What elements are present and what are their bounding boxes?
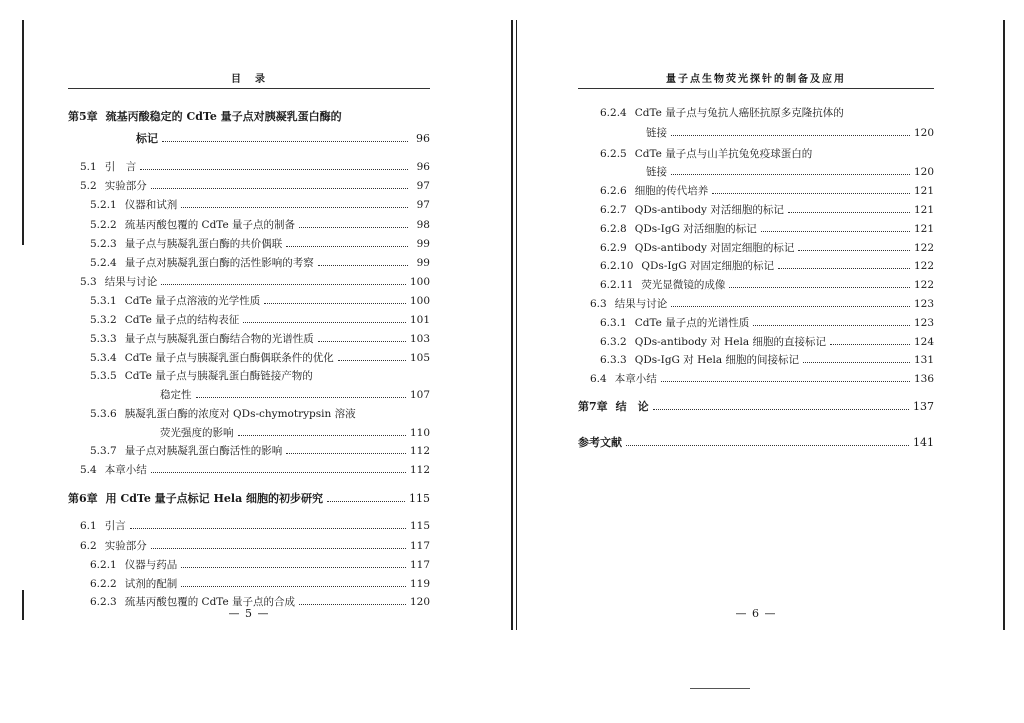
leader-dots — [626, 445, 909, 446]
page-number: 120 — [409, 596, 430, 608]
entry-number: 5.2.2 — [90, 219, 117, 231]
page-number: 120 — [913, 127, 934, 139]
toc-entry[interactable] — [68, 108, 430, 124]
toc-entry[interactable] — [578, 434, 934, 450]
toc-entry[interactable] — [578, 398, 934, 414]
gutter-line-right — [516, 20, 517, 630]
toc-entry[interactable] — [68, 330, 430, 346]
entry-title: 巯基丙酸包覆的 CdTe 量子点的合成 — [124, 596, 296, 608]
entry-title: 仪器与药品 — [124, 559, 178, 571]
leader-dots — [338, 360, 406, 361]
toc-entry[interactable] — [68, 216, 430, 232]
entry-title: QDs-IgG 对活细胞的标记 — [634, 223, 757, 235]
entry-number: 5.3.2 — [90, 314, 117, 326]
leader-dots — [162, 141, 408, 142]
entry-title: 实验部分 — [104, 540, 147, 552]
toc-entry[interactable] — [578, 257, 934, 273]
toc-entry[interactable] — [578, 314, 934, 330]
leader-dots — [196, 397, 406, 398]
leader-dots — [318, 341, 406, 342]
entry-title: 荧光强度的影响 — [160, 427, 234, 439]
entry-title: 本章小结 — [104, 464, 147, 476]
leader-dots — [661, 381, 910, 382]
entry-title: QDs-antibody 对活细胞的标记 — [634, 204, 784, 216]
page-number: 112 — [409, 464, 430, 476]
page-number: 136 — [913, 373, 934, 385]
page-number: 103 — [409, 333, 430, 345]
entry-number: 5.1 — [80, 161, 97, 173]
page-number: 107 — [409, 389, 430, 401]
left-margin-line-lower — [22, 590, 24, 620]
entry-title: 实验部分 — [104, 180, 147, 192]
page-number: 121 — [913, 204, 934, 216]
leader-dots — [286, 246, 408, 247]
toc-entry[interactable] — [68, 537, 430, 553]
toc-entry[interactable] — [68, 254, 430, 270]
page-number: 96 — [416, 132, 430, 145]
toc-entry[interactable] — [578, 182, 934, 198]
page-number: 97 — [416, 180, 430, 192]
entry-number: 5.3.6 — [90, 408, 117, 420]
entry-title: CdTe 量子点与胰凝乳蛋白酶链接产物的 — [124, 370, 313, 382]
leader-dots — [830, 344, 910, 345]
entry-number: 6.2.8 — [600, 223, 627, 235]
toc-entry[interactable] — [578, 370, 934, 386]
header-rule — [68, 88, 430, 89]
entry-title: QDs-IgG 对 Hela 细胞的间接标记 — [634, 354, 799, 366]
page-number: 117 — [409, 540, 430, 552]
leader-dots — [181, 586, 406, 587]
leader-dots — [788, 212, 910, 213]
toc-entry[interactable] — [578, 104, 934, 120]
page-number: 121 — [913, 223, 934, 235]
page-number: 115 — [409, 520, 430, 532]
leader-dots — [318, 265, 408, 266]
entry-number: 6.2.2 — [90, 578, 117, 590]
toc-entry[interactable] — [68, 130, 430, 146]
leader-dots — [753, 325, 910, 326]
entry-number: 6.2 — [80, 540, 97, 552]
leader-dots — [761, 231, 910, 232]
page-number: 117 — [409, 559, 430, 571]
toc-entry[interactable] — [68, 556, 430, 572]
entry-title: 胰凝乳蛋白酶的浓度对 QDs-chymotrypsin 溶液 — [124, 408, 356, 420]
leader-dots — [238, 435, 406, 436]
leader-dots — [264, 303, 406, 304]
entry-title: 仪器和试剂 — [124, 199, 178, 211]
entry-title: 量子点与胰凝乳蛋白酶结合物的光谱性质 — [124, 333, 314, 345]
leader-dots — [286, 453, 406, 454]
page-number: 119 — [409, 578, 430, 590]
entry-title: QDs-antibody 对 Hela 细胞的直接标记 — [634, 336, 826, 348]
toc-entry[interactable] — [68, 292, 430, 308]
entry-number: 6.2.10 — [600, 260, 634, 272]
entry-title: 链接 — [646, 166, 667, 178]
toc-entry[interactable] — [578, 276, 934, 292]
entry-title: 结果与讨论 — [614, 298, 668, 310]
entry-title: 用 CdTe 量子点标记 Hela 细胞的初步研究 — [105, 492, 324, 505]
page-folio: — 6 — — [735, 607, 777, 620]
entry-title: 荧光显微镜的成像 — [641, 279, 726, 291]
entry-number: 第7章 — [578, 400, 608, 413]
leader-dots — [151, 548, 406, 549]
entry-number: 5.3.5 — [90, 370, 117, 382]
entry-number: 6.2.3 — [90, 596, 117, 608]
entry-title: CdTe 量子点的光谱性质 — [634, 317, 750, 329]
entry-number: 5.3.4 — [90, 352, 117, 364]
leader-dots — [243, 322, 406, 323]
leader-dots — [671, 135, 910, 136]
toc-entry[interactable] — [68, 386, 430, 402]
page-number: 99 — [416, 238, 430, 250]
page-number: 120 — [913, 166, 934, 178]
entry-title: 引言 — [104, 520, 126, 532]
entry-number: 6.2.7 — [600, 204, 627, 216]
page-number: 100 — [409, 276, 430, 288]
entry-number: 6.2.11 — [600, 279, 634, 291]
entry-title: 引 言 — [104, 161, 137, 173]
leader-dots — [778, 268, 910, 269]
toc-entry[interactable] — [68, 177, 430, 193]
entry-title: CdTe 量子点的结构表征 — [124, 314, 240, 326]
page-number: 122 — [913, 260, 934, 272]
entry-number: 5.3.3 — [90, 333, 117, 345]
toc-entry[interactable] — [578, 201, 934, 217]
entry-title: 稳定性 — [160, 389, 192, 401]
entry-number: 6.1 — [80, 520, 97, 532]
page-number: 110 — [409, 427, 430, 439]
page-number: 115 — [409, 492, 430, 505]
left-margin-line — [22, 20, 24, 245]
page-number: 112 — [409, 445, 430, 457]
entry-number: 第5章 — [68, 110, 98, 123]
right-page — [578, 0, 934, 723]
entry-number: 第6章 — [68, 492, 98, 505]
leader-dots — [140, 169, 408, 170]
toc-entry[interactable] — [68, 158, 430, 174]
toc-entry[interactable] — [578, 220, 934, 236]
toc-entry[interactable] — [68, 461, 430, 477]
entry-title: 试剂的配制 — [124, 578, 178, 590]
entry-number: 5.2.4 — [90, 257, 117, 269]
entry-number: 6.2.1 — [90, 559, 117, 571]
gutter-line-left — [511, 20, 513, 630]
entry-number: 6.3.2 — [600, 336, 627, 348]
entry-title: 量子点对胰凝乳蛋白酶活性的影响 — [124, 445, 283, 457]
entry-number: 5.2.1 — [90, 199, 117, 211]
entry-number: 6.3 — [590, 298, 607, 310]
page-number: 121 — [913, 185, 934, 197]
entry-title: 结果与讨论 — [104, 276, 158, 288]
entry-number: 6.2.6 — [600, 185, 627, 197]
page-number: 123 — [913, 298, 934, 310]
leader-dots — [181, 207, 408, 208]
entry-title: QDs-IgG 对固定细胞的标记 — [641, 260, 774, 272]
entry-number: 6.3.3 — [600, 354, 627, 366]
toc-entry[interactable] — [578, 239, 934, 255]
leader-dots — [299, 227, 408, 228]
toc-entry[interactable] — [578, 124, 934, 140]
page-number: 97 — [416, 199, 430, 211]
page-folio: — 5 — — [228, 607, 270, 620]
entry-number: 6.2.4 — [600, 107, 627, 119]
page-number: 100 — [409, 295, 430, 307]
entry-title: 链接 — [646, 127, 667, 139]
page-number: 141 — [913, 436, 934, 449]
leader-dots — [151, 472, 406, 473]
page-number: 96 — [416, 161, 430, 173]
leader-dots — [712, 193, 910, 194]
leader-dots — [181, 567, 406, 568]
entry-title: QDs-antibody 对固定细胞的标记 — [634, 242, 795, 254]
toc-entry[interactable] — [68, 235, 430, 251]
toc-entry[interactable] — [68, 405, 430, 421]
running-head: 目 录 — [231, 74, 267, 85]
leader-dots — [327, 501, 405, 502]
toc-entry[interactable] — [68, 196, 430, 212]
entry-title: 巯基丙酸包覆的 CdTe 量子点的制备 — [124, 219, 296, 231]
page-number: 137 — [913, 400, 934, 413]
leader-dots — [729, 287, 910, 288]
toc-entry[interactable] — [68, 273, 430, 289]
entry-title: CdTe 量子点与兔抗人癌胚抗原多克隆抗体的 — [634, 107, 844, 119]
leader-dots — [803, 362, 910, 363]
toc-entry[interactable] — [578, 333, 934, 349]
page-number: 131 — [913, 354, 934, 366]
toc-entry[interactable] — [68, 490, 430, 506]
entry-title: CdTe 量子点溶液的光学性质 — [124, 295, 261, 307]
page-number: 105 — [409, 352, 430, 364]
leader-dots — [798, 250, 910, 251]
leader-dots — [151, 188, 408, 189]
entry-title: 细胞的传代培养 — [634, 185, 709, 197]
entry-title: 标记 — [136, 132, 158, 145]
running-head: 量子点生物荧光探针的制备及应用 — [666, 74, 846, 85]
entry-title: 参考文献 — [578, 436, 622, 449]
entry-number: 5.4 — [80, 464, 97, 476]
entry-title: 巯基丙酸稳定的 CdTe 量子点对胰凝乳蛋白酶的 — [105, 110, 342, 123]
entry-number: 6.2.5 — [600, 148, 627, 160]
page-number: 101 — [409, 314, 430, 326]
page-number: 122 — [913, 242, 934, 254]
page-number: 123 — [913, 317, 934, 329]
toc-entry[interactable] — [578, 351, 934, 367]
entry-title: CdTe 量子点与山羊抗兔免疫球蛋白的 — [634, 148, 813, 160]
toc-entry[interactable] — [68, 349, 430, 365]
entry-title: 结 论 — [615, 400, 649, 413]
toc-entry[interactable] — [578, 145, 934, 161]
toc-entry[interactable] — [68, 442, 430, 458]
entry-number: 5.3.7 — [90, 445, 117, 457]
toc-entry[interactable] — [68, 367, 430, 383]
toc-entry[interactable] — [68, 424, 430, 440]
entry-title: CdTe 量子点与胰凝乳蛋白酶偶联条件的优化 — [124, 352, 334, 364]
entry-number: 5.2.3 — [90, 238, 117, 250]
leader-dots — [161, 284, 406, 285]
header-rule — [578, 88, 934, 89]
entry-number: 5.3 — [80, 276, 97, 288]
entry-number: 6.2.9 — [600, 242, 627, 254]
entry-title: 量子点对胰凝乳蛋白酶的活性影响的考察 — [124, 257, 314, 269]
page-number: 122 — [913, 279, 934, 291]
page-number: 98 — [416, 219, 430, 231]
entry-title: 量子点与胰凝乳蛋白酶的共价偶联 — [124, 238, 283, 250]
toc-entry[interactable] — [578, 163, 934, 179]
entry-number: 6.3.1 — [600, 317, 627, 329]
entry-number: 6.4 — [590, 373, 607, 385]
leader-dots — [653, 409, 909, 410]
leader-dots — [130, 528, 406, 529]
page-number: 99 — [416, 257, 430, 269]
toc-entry[interactable] — [578, 295, 934, 311]
entry-title: 本章小结 — [614, 373, 657, 385]
right-margin-line — [1003, 20, 1005, 630]
toc-entry[interactable] — [68, 311, 430, 327]
leader-dots — [671, 174, 910, 175]
entry-number: 5.3.1 — [90, 295, 117, 307]
left-page — [68, 0, 430, 723]
entry-number: 5.2 — [80, 180, 97, 192]
toc-entry[interactable] — [68, 517, 430, 533]
leader-dots — [671, 306, 910, 307]
page-number: 124 — [913, 336, 934, 348]
leader-dots — [299, 604, 406, 605]
toc-entry[interactable] — [68, 575, 430, 591]
